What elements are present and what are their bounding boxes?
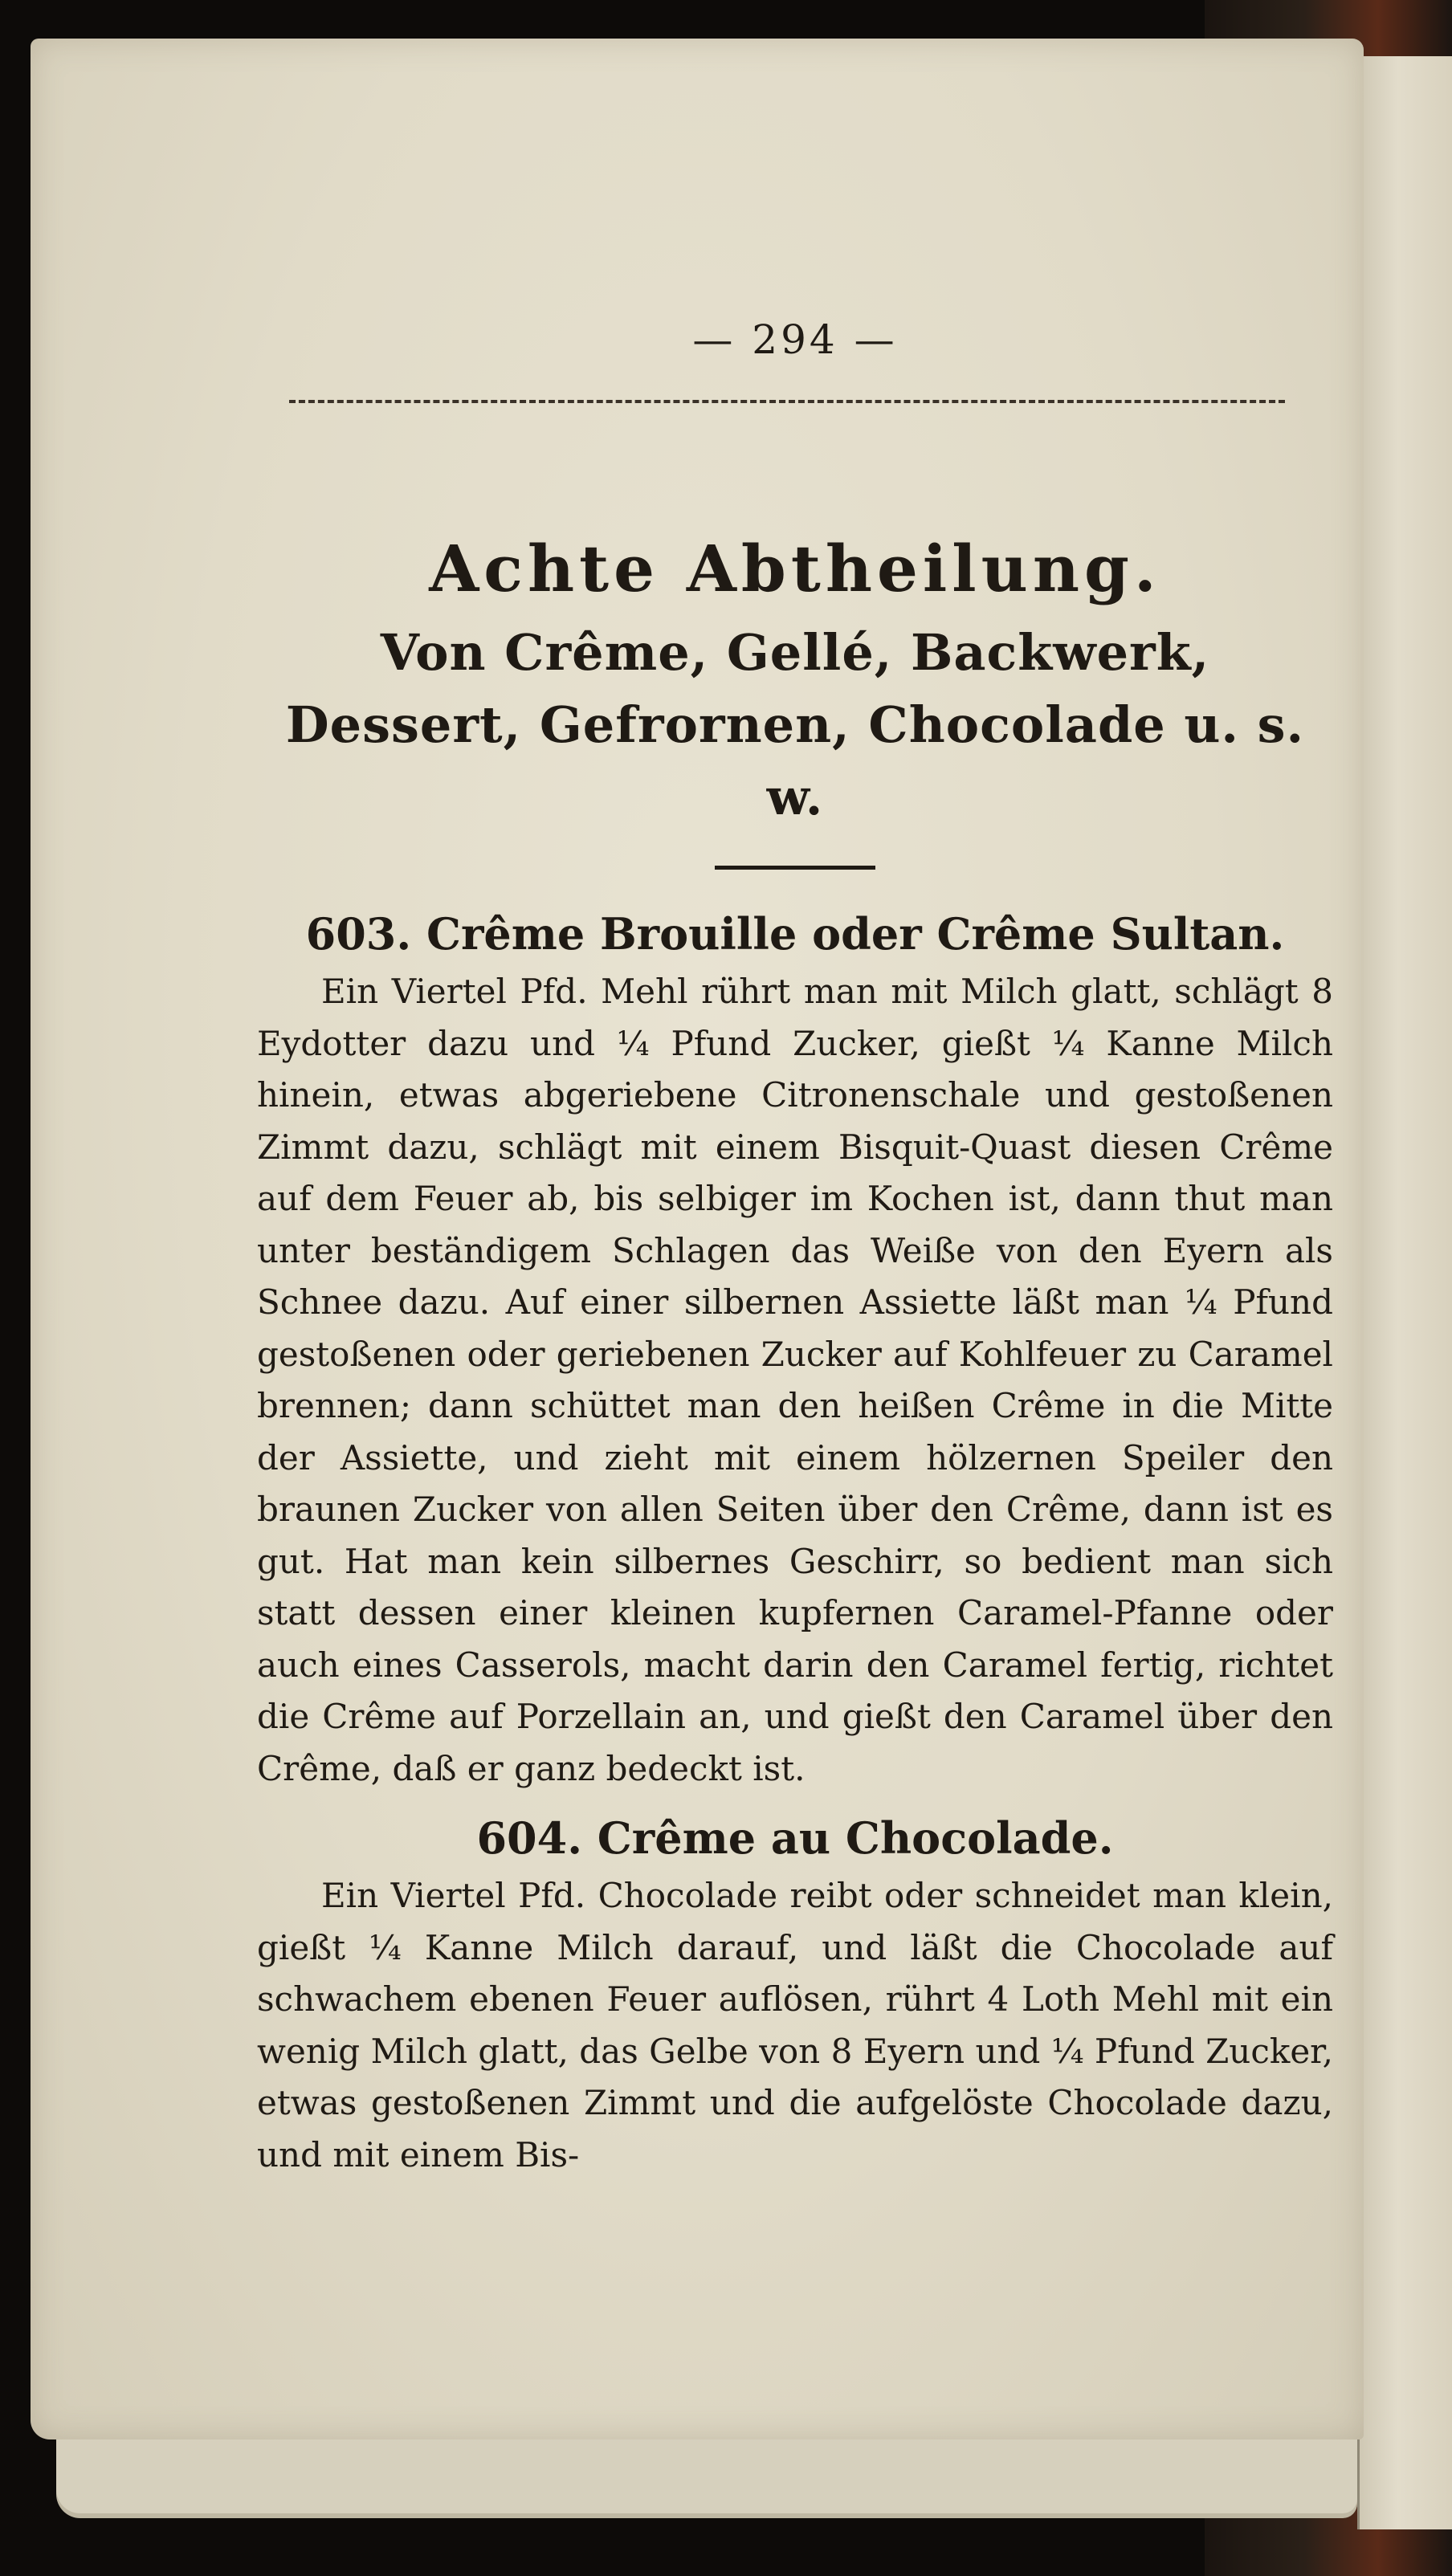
recipe-603 xyxy=(257,902,1333,1795)
section-title: Achte Abtheilung. xyxy=(429,531,1161,606)
page-content xyxy=(257,247,1333,2181)
recipe-title: 604. Crême au Chocolade. xyxy=(476,1812,1114,1864)
recipe-604 xyxy=(257,1806,1333,2181)
recipe-title: 603. Crême Brouille oder Crême Sultan. xyxy=(305,908,1285,960)
book-page xyxy=(31,39,1364,2439)
section-divider xyxy=(715,866,875,870)
section-subtitle: Von Crême, Gellé, Backwerk, Dessert, Gefrornen, Chocolade u. s. w. xyxy=(285,623,1305,826)
recipe-body: Ein Viertel Pfd. Chocolade reibt oder schneidet man klein, gießt ¼ Kanne Milch darauf, und läßt die Chocolade auf schwachem ebenen Feuer auflösen, rührt 4 Loth Mehl mit ein wenig Milch glatt, das Gelbe von 8 Eyern und ¼ Pfund Zucker, etwas gestoßenen Zimmt und die aufgelöste Chocolade dazu, und mit einem Bis- xyxy=(257,1876,1333,2175)
header-rule xyxy=(289,400,1285,408)
next-page-edge xyxy=(1357,56,1452,2529)
page-number: — 294 — xyxy=(692,316,898,363)
recipe-body: Ein Viertel Pfd. Mehl rührt man mit Milch glatt, schlägt 8 Eydotter dazu und ¼ Pfund Zucker, gießt ¼ Kanne Milch hinein, etwas abgeriebene Citronenschale und gestoßenen Zimmt dazu, schlägt mit einem Bisquit-Quast diesen Crême auf dem Feuer ab, bis selbiger im Kochen ist, dann thut man unter beständigem Schlagen das Weiße von den Eyern als Schnee dazu. Auf einer silbernen Assiette läßt man ¼ Pfund gestoßenen oder geriebenen Zucker auf Kohlfeuer zu Caramel brennen; dann schüttet man den heißen Crême in die Mitte der Assiette, und zieht mit einem hölzernen Speiler den braunen Zucker von allen Seiten über den Crême, dann ist es gut. Hat man kein silbernes Geschirr, so bedient man sich statt dessen einer kleinen kupfernen Caramel-Pfanne oder auch eines Casserols, macht darin den Caramel fertig, richtet die Crême auf Porzellain an, und gießt den Caramel über den Crême, daß er ganz bedeckt ist. xyxy=(257,972,1333,1788)
